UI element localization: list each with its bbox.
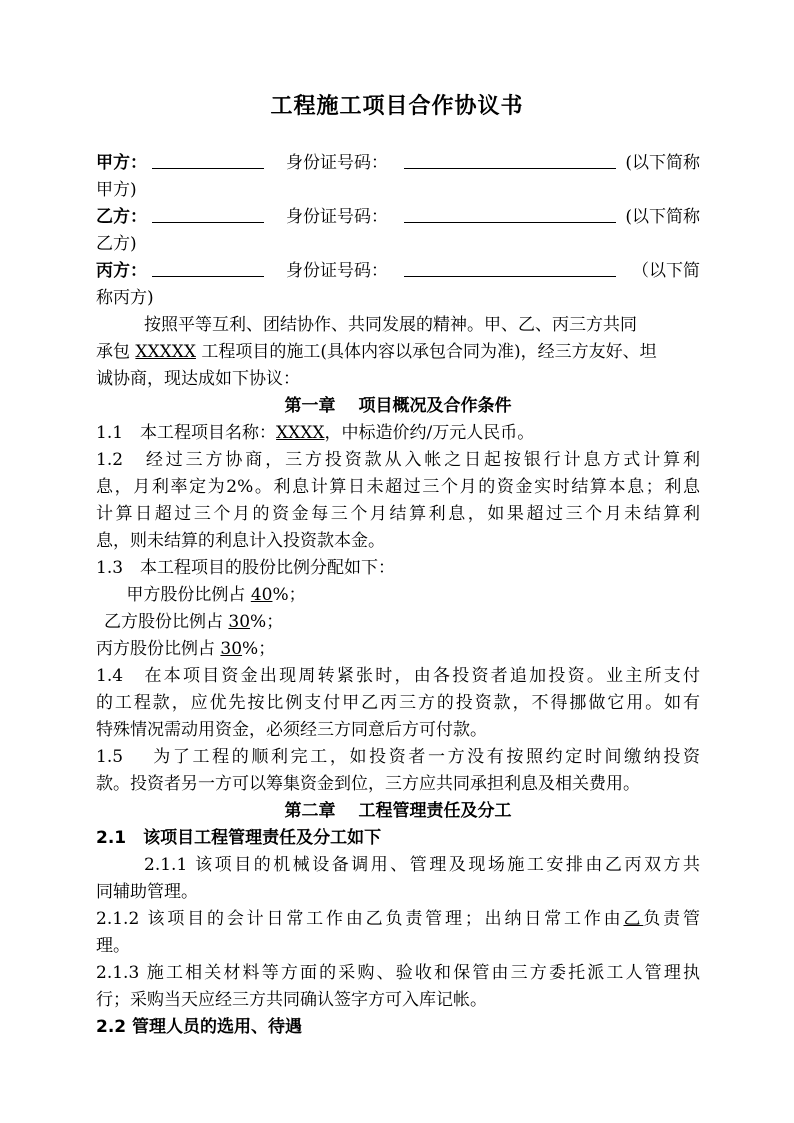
party-c-name-blank — [152, 258, 264, 277]
party-a-id-label: 身份证号码： — [286, 153, 388, 173]
clause-1-3: 1.3 本工程项目的股份比例分配如下： — [96, 558, 396, 578]
party-a-id-blank — [404, 150, 616, 169]
party-c-id-blank — [404, 258, 616, 277]
chapter-2-heading: 第二章 工程管理责任及分工 — [284, 801, 512, 821]
party-b-id-blank — [404, 204, 616, 223]
clause-1-2-line: 息，月利率定为2%。利息计算日未超过三个月的资金实时结算本息；利息 — [96, 477, 700, 497]
party-b-row — [96, 204, 700, 231]
clause-2-1: 2.1 该项目工程管理责任及分工如下 — [96, 828, 382, 848]
project-name: XXXXX — [135, 342, 196, 362]
party-a-row — [96, 150, 700, 177]
party-b-name-blank — [152, 204, 264, 223]
share-a: 甲方股份比例占 40%； — [104, 585, 306, 605]
party-a-tail: (以下简称 — [625, 153, 700, 173]
party-c-row — [96, 258, 700, 285]
party-c-id-label: 身份证号码： — [286, 261, 388, 281]
clause-1-4-line: 的工程款，应优先按比例支付甲乙丙三方的投资款，不得挪做它用。如有 — [96, 693, 700, 713]
intro-line-1: 按照平等互利、团结协作、共同发展的精神。甲、乙、丙三方共同 — [144, 315, 637, 335]
clause-1-4-line: 特殊情况需动用资金，必须经三方同意后方可付款。 — [96, 720, 487, 740]
clause-1-5-line: 款。投资者另一方可以筹集资金到位，三方应共同承担利息及相关费用。 — [96, 774, 640, 794]
clause-2-1-1-line: 2.1.1 该项目的机械设备调用、管理及现场施工安排由乙丙双方共 — [144, 855, 700, 875]
party-a-cont: 甲方) — [96, 180, 137, 200]
party-c-tail: （以下简 — [632, 261, 700, 281]
clause-2-1-3-line: 2.1.3 施工相关材料等方面的采购、验收和保管由三方委托派工人管理执 — [96, 963, 700, 983]
intro-line-3: 诚协商，现达成如下协议： — [96, 369, 300, 389]
chapter-1-heading: 第一章 项目概况及合作条件 — [284, 396, 512, 416]
share-b: 乙方股份比例占 30%； — [104, 612, 284, 632]
clause-1-2-line: 计算日超过三个月的资金每三个月结算利息，如果超过三个月未结算利 — [96, 504, 700, 524]
party-b-tail: (以下简称 — [625, 207, 700, 227]
clause-1-5-line: 1.5 为了工程的顺利完工，如投资者一方没有按照约定时间缴纳投资 — [96, 747, 700, 767]
party-b-cont: 乙方) — [96, 234, 137, 254]
party-c-cont: 称丙方) — [96, 288, 154, 308]
party-b-label: 乙方： — [96, 207, 147, 227]
party-a-label: 甲方： — [96, 153, 147, 173]
document-body — [96, 150, 700, 1041]
party-c-label: 丙方： — [96, 261, 147, 281]
clause-2-1-3-line: 行；采购当天应经三方共同确认签字方可入库记帐。 — [96, 990, 487, 1010]
project-title-value: XXXX — [276, 423, 325, 443]
party-b-id-label: 身份证号码： — [286, 207, 388, 227]
clause-1-1: 1.1 本工程项目名称：XXXX，中标造价约/万元人民币。 — [96, 423, 535, 443]
document-title: 工程施工项目合作协议书 — [270, 94, 524, 119]
clause-2-1-1-line: 同辅助管理。 — [96, 882, 198, 902]
clause-1-4-line: 1.4 在本项目资金出现周转紧张时，由各投资者追加投资。业主所支付 — [96, 666, 700, 686]
clause-2-1-2: 2.1.2 该项目的会计日常工作由乙负责管理；出纳日常工作由乙负责管 — [96, 909, 701, 929]
clause-1-2-line: 息，则未结算的利息计入投资款本金。 — [96, 531, 385, 551]
share-c: 丙方股份比例占 30%； — [96, 639, 276, 659]
clause-1-2-line: 1.2 经过三方协商，三方投资款从入帐之日起按银行计息方式计算利 — [96, 450, 700, 470]
party-a-name-blank — [152, 150, 264, 169]
intro-line-2: 承包 XXXXX 工程项目的施工(具体内容以承包合同为准)，经三方友好、坦 — [96, 342, 657, 362]
clause-2-2: 2.2 管理人员的选用、待遇 — [96, 1017, 303, 1037]
clause-2-1-2-cont: 理。 — [96, 936, 130, 956]
